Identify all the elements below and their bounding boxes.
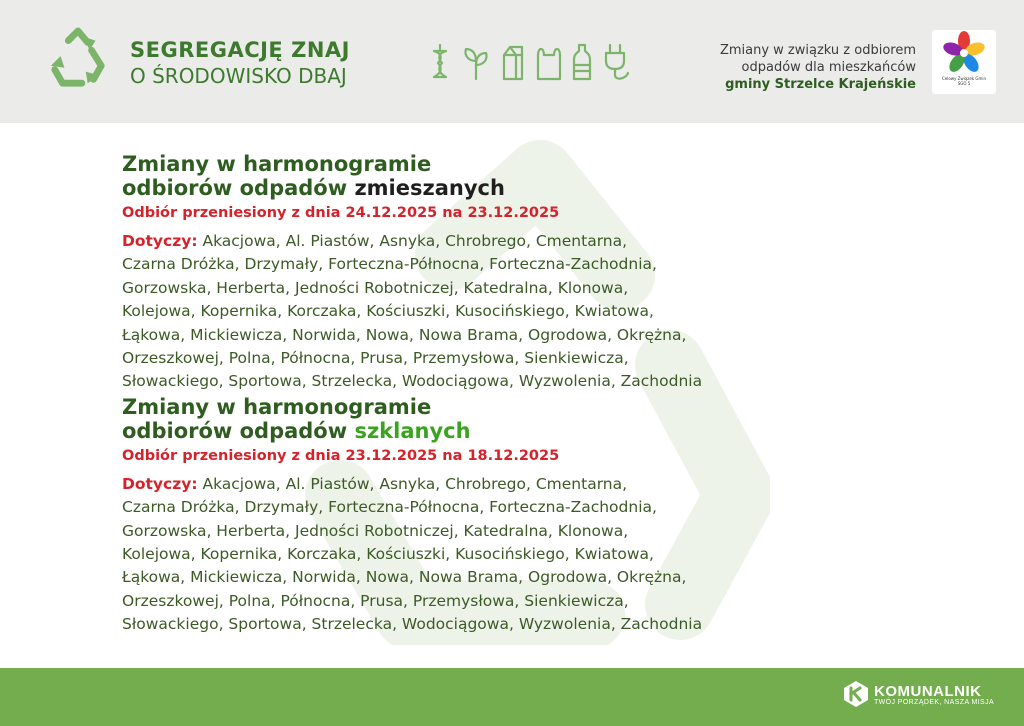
section-title [122, 395, 942, 443]
section-title-prefix: odbiorów odpadów [122, 176, 355, 200]
waste-type-icons [428, 43, 634, 83]
section-title-line2 [122, 419, 942, 443]
header-info [720, 42, 916, 93]
header-bar [0, 0, 1024, 123]
street-line: Orzeszkowej, Polna, Północna, Prusa, Przemysłowa, Sienkiewicza, [122, 591, 629, 610]
section-title-line2 [122, 176, 942, 200]
street-line [122, 230, 942, 253]
section-title-highlight: szklanych [354, 418, 471, 443]
streets-list [122, 473, 942, 637]
logo-caption: Celowy Związek Gmin SGO 5 [941, 76, 987, 86]
street-line: Orzeszkowej, Polna, Północna, Prusa, Przemysłowa, Sienkiewicza, [122, 349, 629, 368]
street-line: Słowackiego, Sportowa, Strzelecka, Wodociągowa, Wyzwolenia, Zachodnia [122, 372, 703, 391]
campaign-title [130, 37, 350, 89]
applies-label: Dotyczy: [122, 232, 198, 250]
street-text: Akacjowa, Al. Piastów, Asnyka, Chrobrego, Cmentarna, [197, 474, 628, 493]
street-text: Akacjowa, Al. Piastów, Asnyka, Chrobrego, Cmentarna, [197, 232, 628, 250]
info-line2: odpadów dla mieszkańców [741, 60, 916, 75]
komunalnik-logo-icon [842, 680, 870, 708]
street-line: Słowackiego, Sportowa, Strzelecka, Wodociągowa, Wyzwolenia, Zachodnia [122, 615, 703, 634]
campaign-title-line2: O ŚRODOWISKO DBAJ [130, 64, 347, 88]
footer-bar [0, 668, 1024, 726]
street-line: Czarna Dróżka, Drzymały, Forteczna-Północna, Forteczna-Zachodnia, [122, 255, 657, 274]
info-line1: Zmiany w związku z odbiorem [719, 43, 916, 58]
plastic-bag-icon [538, 49, 560, 79]
brand-name: KOMUNALNIK [874, 683, 982, 700]
street-line [122, 473, 942, 496]
info-line3: gminy Strzelce Krajeńskie [725, 77, 916, 92]
brand-tagline: TWÓJ PORZĄDEK, NASZA MISJA [874, 699, 995, 706]
section-title [122, 152, 942, 200]
hands-flower-icon [932, 30, 996, 76]
milk-carton-icon [504, 47, 522, 79]
sprout-icon [465, 49, 486, 79]
applies-label: Dotyczy: [122, 474, 198, 493]
section-title-line1: Zmiany w harmonogramie [122, 394, 432, 419]
bottle-icon [574, 45, 590, 79]
plug-icon [606, 45, 628, 79]
section-title-prefix: odbiorów odpadów [122, 418, 355, 443]
recycle-icon [47, 27, 109, 89]
section-title-highlight: zmieszanych [354, 176, 505, 200]
section-mixed-waste [122, 152, 942, 394]
street-line: Czarna Dróżka, Drzymały, Forteczna-Północna, Forteczna-Zachodnia, [122, 498, 657, 517]
main-content [122, 152, 942, 637]
date-change-text: Odbiór przeniesiony z dnia 23.12.2025 na 18.12.2025 [122, 447, 560, 464]
section-glass-waste [122, 395, 942, 637]
street-line: Kolejowa, Kopernika, Korczaka, Kościuszki, Kusocińskiego, Kwiatowa, [122, 302, 654, 321]
apple-core-icon [434, 45, 446, 77]
street-line: Łąkowa, Mickiewicza, Norwida, Nowa, Nowa Brama, Ogrodowa, Okrężna, [122, 568, 687, 587]
street-line: Gorzowska, Herberta, Jedności Robotniczej, Katedralna, Klonowa, [122, 521, 629, 540]
streets-list [122, 230, 942, 394]
section-title-line1: Zmiany w harmonogramie [122, 152, 432, 176]
street-line: Gorzowska, Herberta, Jedności Robotniczej, Katedralna, Klonowa, [122, 278, 629, 297]
union-logo [932, 30, 996, 94]
street-line: Kolejowa, Kopernika, Korczaka, Kościuszki, Kusocińskiego, Kwiatowa, [122, 545, 654, 564]
date-change-text: Odbiór przeniesiony z dnia 24.12.2025 na 23.12.2025 [122, 205, 560, 221]
campaign-title-line1: SEGREGACJĘ ZNAJ [130, 38, 350, 62]
street-line: Łąkowa, Mickiewicza, Norwida, Nowa, Nowa Brama, Ogrodowa, Okrężna, [122, 325, 687, 344]
